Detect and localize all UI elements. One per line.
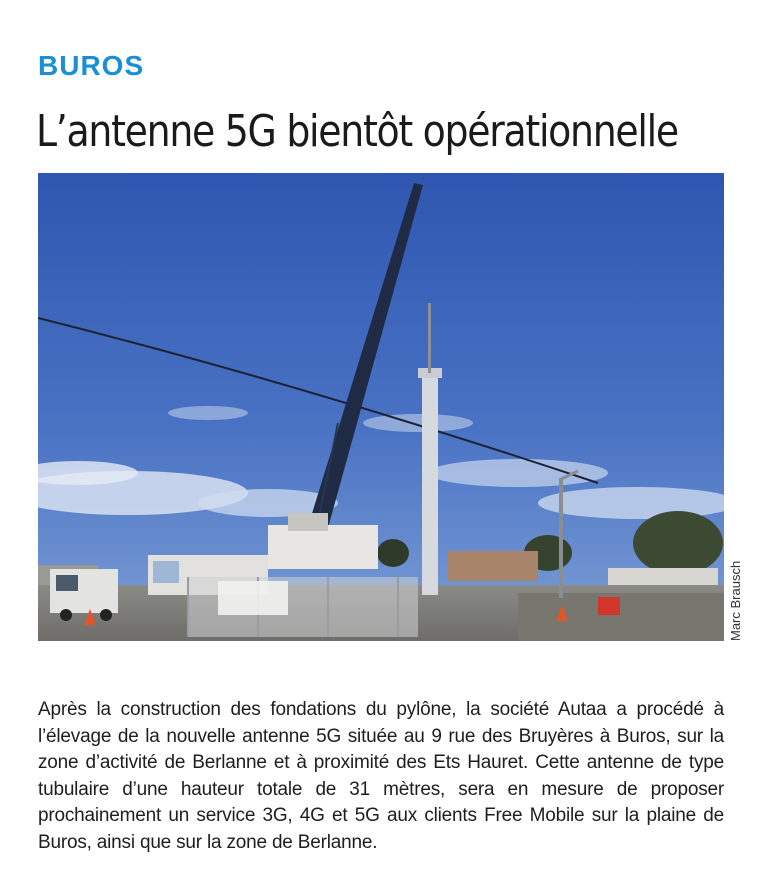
section-kicker: BUROS	[38, 50, 145, 81]
article-headline: L’antenne 5G bientôt opérationnelle	[36, 106, 678, 157]
article-photo	[38, 173, 724, 641]
photo-credit: Marc Brausch	[728, 560, 743, 641]
crane-antenna-illustration	[38, 173, 724, 641]
article-body: Après la construction des fondations du pylône, la société Autaa a procédé à l’élevage de la nouvelle antenne 5G située au 9 rue des Bruyères à Buros, sur la zone d’activité de Berlanne et à proximité des Ets Hauret. Cette antenne de type tubulaire d’une hauteur totale de 31 mètres, sera en mesure de proposer prochainement un service 3G, 4G et 5G aux clients Free Mobile sur la plaine de Buros, ainsi que sur la zone de Berlanne.	[38, 699, 724, 853]
